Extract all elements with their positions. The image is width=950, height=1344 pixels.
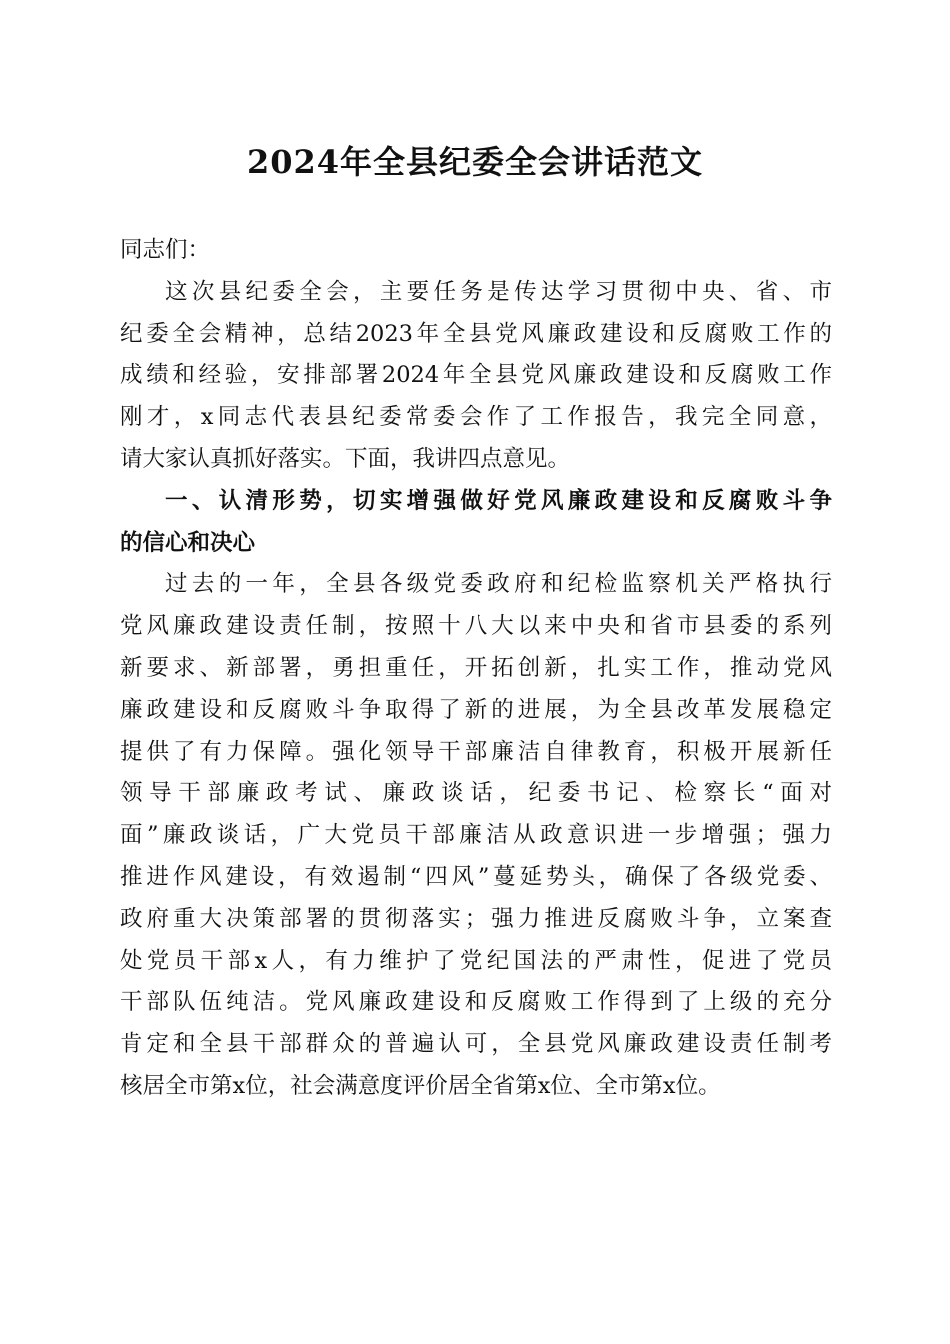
paragraph-line: 党风廉政建设责任制，按照十八大以来中央和省市县委的系列 xyxy=(120,613,832,640)
paragraph-line: 成绩和经验，安排部署2024年全县党风廉政建设和反腐败工作 xyxy=(120,362,832,389)
paragraph-line: 领导干部廉政考试、廉政谈话，纪委书记、检察长“面对 xyxy=(120,780,832,807)
heading-line: 的信心和决心 xyxy=(120,529,256,556)
paragraph-line: 纪委全会精神，总结2023年全县党风廉政建设和反腐败工作的 xyxy=(120,320,832,347)
paragraph-line: 过去的一年，全县各级党委政府和纪检监察机关严格执行 xyxy=(165,571,832,598)
paragraph-line: 面”廉政谈话，广大党员干部廉洁从政意识进一步增强；强力 xyxy=(120,822,832,849)
paragraph-line: 处党员干部x人，有力维护了党纪国法的严肃性，促进了党员 xyxy=(120,947,832,974)
paragraph-line: 推进作风建设，有效遏制“四风”蔓延势头，确保了各级党委、 xyxy=(120,863,832,890)
paragraph-line: 廉政建设和反腐败斗争取得了新的进展，为全县改革发展稳定 xyxy=(120,696,832,723)
paragraph-line: 肯定和全县干部群众的普遍认可，全县党风廉政建设责任制考 xyxy=(120,1031,832,1058)
paragraph-line: 这次县纪委全会，主要任务是传达学习贯彻中央、省、市 xyxy=(165,278,832,305)
paragraph-line: 提供了有力保障。强化领导干部廉洁自律教育，积极开展新任 xyxy=(120,738,832,765)
document-title: 2024年全县纪委全会讲话范文 xyxy=(246,143,704,181)
paragraph-line: 请大家认真抓好落实。下面，我讲四点意见。 xyxy=(120,445,571,472)
paragraph-line: 新要求、新部署，勇担重任，开拓创新，扎实工作，推动党风 xyxy=(120,654,832,681)
document-body xyxy=(120,230,832,1108)
paragraph-line: 干部队伍纯洁。党风廉政建设和反腐败工作得到了上级的充分 xyxy=(120,989,832,1016)
salutation xyxy=(120,230,832,272)
heading-line: 一、认清形势，切实增强做好党风廉政建设和反腐败斗争 xyxy=(165,487,832,514)
paragraph-line: 刚才，x同志代表县纪委常委会作了工作报告，我完全同意， xyxy=(120,404,832,431)
paragraph-line: 核居全市第x位，社会满意度评价居全省第x位、全市第x位。 xyxy=(120,1072,721,1099)
paragraph-line: 政府重大决策部署的贯彻落实；强力推进反腐败斗争，立案查 xyxy=(120,905,832,932)
section-1-paragraph xyxy=(120,564,832,1107)
section-1-heading xyxy=(120,481,832,565)
intro-paragraph xyxy=(120,272,832,481)
salutation-line: 同志们： xyxy=(120,237,211,263)
